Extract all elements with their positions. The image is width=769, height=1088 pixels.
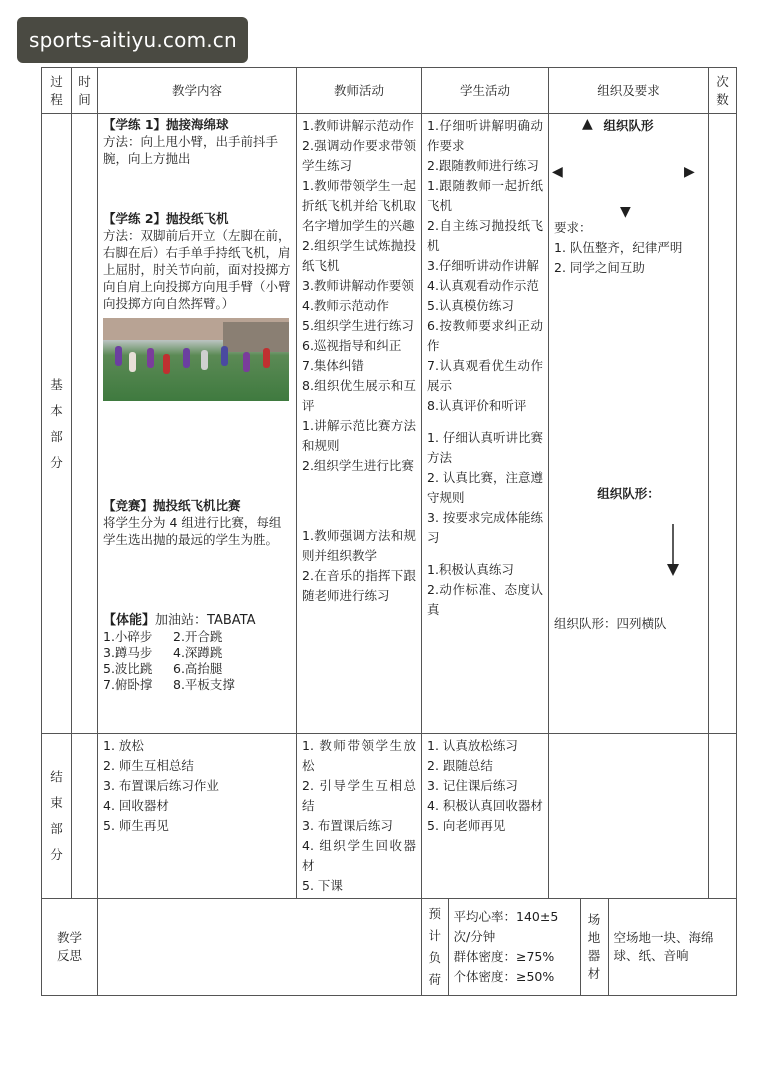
reflection-content-cell (98, 899, 422, 996)
end-content-item: 4. 回收器材 (103, 798, 169, 813)
drill1-body: 方法：向上甩小臂，出手前抖手腕，向上方抛出 (103, 134, 279, 166)
student-step: 1. 仔细认真听讲比赛方法 (427, 430, 543, 465)
end-student-item: 1. 认真放松练习 (427, 738, 518, 753)
end-content-item: 3. 布置课后练习作业 (103, 778, 219, 793)
teacher-step: 1.教师强调方法和规则并组织教学 (302, 528, 416, 563)
end-content-item: 1. 放松 (103, 738, 144, 753)
end-section-row (42, 734, 737, 899)
student-step: 8.认真评价和听评 (427, 398, 527, 413)
end-teacher-cell (297, 734, 422, 899)
individual-density-value: 个体密度：≥50% (453, 969, 555, 984)
end-teacher-item: 4. 组织学生回收器材 (302, 838, 416, 873)
teacher-step: 3.教师讲解动作要领 (302, 278, 414, 293)
basic-section-row (42, 114, 737, 734)
arrow-up-icon: ▲ (582, 116, 593, 132)
student-step: 1.仔细听讲解明确动作要求 (427, 118, 543, 153)
footer-row (42, 899, 737, 996)
teacher-step: 1.教师讲解示范动作 (302, 118, 414, 133)
student-step: 6.按教师要求纠正动作 (427, 318, 543, 353)
arrow-down-icon: ▼ (620, 204, 631, 220)
heart-rate-value: 平均心率：140±5 次/分钟 (453, 909, 559, 944)
basic-student-cell (422, 114, 549, 734)
student-step: 2. 认真比赛，注意遵守规则 (427, 470, 543, 505)
load-label-cell (422, 899, 448, 995)
requirement-item: 2. 同学之间互助 (554, 260, 645, 275)
end-content-item: 5. 师生再见 (103, 818, 169, 833)
basic-label-text: 基 本 部 分 (50, 376, 63, 470)
end-count-cell (709, 734, 737, 899)
basic-count-cell (709, 114, 737, 734)
load-venue-cell (422, 899, 737, 996)
drill2-title: 【学练 2】抛投纸飞机 (103, 211, 229, 226)
end-student-item: 5. 向老师再见 (427, 818, 506, 833)
basic-section-label (42, 114, 72, 734)
end-student-item: 2. 跟随总结 (427, 758, 493, 773)
venue-label-cell (580, 899, 608, 995)
basic-org-cell (549, 114, 709, 734)
end-time-cell (72, 734, 98, 899)
student-step: 5.认真模仿练习 (427, 298, 514, 313)
formation-diagram-2 (554, 504, 703, 614)
teacher-step: 2.强调动作要求带领学生练习 (302, 138, 416, 173)
teacher-step: 1.讲解示范比赛方法和规则 (302, 418, 416, 453)
watermark-badge: sports-aitiyu.com.cn (17, 17, 248, 63)
teacher-step: 2.组织学生试炼抛投纸飞机 (302, 238, 416, 273)
end-content-item: 2. 师生互相总结 (103, 758, 194, 773)
teacher-step: 8.组织优生展示和互评 (302, 378, 416, 413)
teacher-step: 6.巡视指导和纠正 (302, 338, 402, 353)
end-org-cell (549, 734, 709, 899)
fitness-title: 【体能】加油站：TABATA (103, 613, 256, 628)
teacher-step: 5.组织学生进行练习 (302, 318, 414, 333)
lesson-plan-table (41, 67, 737, 996)
student-step: 2.跟随教师进行练习 (427, 158, 539, 173)
end-content-cell (98, 734, 297, 899)
load-values-cell (448, 899, 580, 995)
header-count: 次数 (709, 68, 737, 114)
venue-label: 场 地 器 材 (587, 912, 601, 981)
end-teacher-item: 3. 布置课后练习 (302, 818, 393, 833)
reflection-label-cell (42, 899, 98, 996)
end-teacher-item: 2. 引导学生互相总结 (302, 778, 416, 813)
reflection-label: 教学反思 (56, 930, 82, 963)
arrow-left-icon: ◀ (552, 164, 563, 180)
load-label: 预 计 负 荷 (428, 906, 441, 987)
header-content: 教学内容 (98, 68, 297, 114)
student-step: 3. 按要求完成体能练习 (427, 510, 543, 545)
header-process: 过程 (42, 68, 72, 114)
formation-title-3: 组织队形：四列横队 (554, 616, 667, 631)
header-org: 组织及要求 (549, 68, 709, 114)
contest-body: 将学生分为 4 组进行比赛，每组学生选出抛的最远的学生为胜。 (103, 515, 282, 547)
header-row (42, 68, 737, 114)
drill2-body: 方法：双脚前后开立（左脚在前，右脚在后）右手单手持纸飞机，肩上屈肘，肘关节向前，面对投掷方向自肩上向投掷方向甩手臂（小臂向投掷方向自然挥臂。） (103, 228, 291, 311)
student-step: 7.认真观看优生动作展示 (427, 358, 543, 393)
end-student-item: 3. 记住课后练习 (427, 778, 518, 793)
student-step: 1.跟随教师一起折纸飞机 (427, 178, 543, 213)
contest-title: 【竞赛】抛投纸飞机比赛 (103, 498, 241, 513)
basic-time-cell (72, 114, 98, 734)
teacher-step: 7.集体纠错 (302, 358, 364, 373)
student-step: 2.自主练习抛投纸飞机 (427, 218, 543, 253)
header-teacher: 教师活动 (297, 68, 422, 114)
end-student-item: 4. 积极认真回收器材 (427, 798, 543, 813)
teacher-step: 4.教师示范动作 (302, 298, 389, 313)
teacher-step: 2.在音乐的指挥下跟随老师进行练习 (302, 568, 416, 603)
drill1-title: 【学练 1】抛接海绵球 (103, 117, 229, 132)
end-teacher-item: 5. 下课 (302, 878, 343, 893)
requirements-label: 要求： (554, 220, 592, 235)
end-section-label (42, 734, 72, 899)
student-step: 1.积极认真练习 (427, 562, 514, 577)
student-step: 4.认真观看动作示范 (427, 278, 539, 293)
student-step: 2.动作标准、态度认真 (427, 582, 543, 617)
teacher-step: 2.组织学生进行比赛 (302, 458, 414, 473)
basic-teacher-cell (297, 114, 422, 734)
group-density-value: 群体密度：≥75% (453, 949, 555, 964)
long-arrow-down-icon (663, 522, 683, 578)
basic-content-cell (98, 114, 297, 734)
student-step: 3.仔细听讲动作讲解 (427, 258, 539, 273)
fitness-list: 1.小碎步 2.开合跳 3.蹲马步 4.深蹲跳 5.波比跳 6.高抬腿 7.俯卧撑 8.平板支撑 (103, 629, 235, 692)
arrow-right-icon: ▶ (684, 164, 695, 180)
formation-title-2: 组织队形： (597, 486, 660, 501)
teacher-step: 1.教师带领学生一起折纸飞机并给飞机取名字增加学生的兴趣 (302, 178, 416, 233)
header-student: 学生活动 (422, 68, 549, 114)
formation-title: 组织队形 (603, 118, 654, 133)
students-practice-photo (103, 318, 289, 401)
end-student-cell (422, 734, 549, 899)
load-venue-inner (422, 899, 736, 995)
end-teacher-item: 1. 教师带领学生放松 (302, 738, 416, 773)
requirement-item: 1. 队伍整齐，纪律严明 (554, 240, 683, 255)
header-time: 时间 (72, 68, 98, 114)
venue-value: 空场地一块、海绵球、纸、音响 (613, 930, 714, 963)
end-label-text: 结 束 部 分 (50, 769, 63, 862)
